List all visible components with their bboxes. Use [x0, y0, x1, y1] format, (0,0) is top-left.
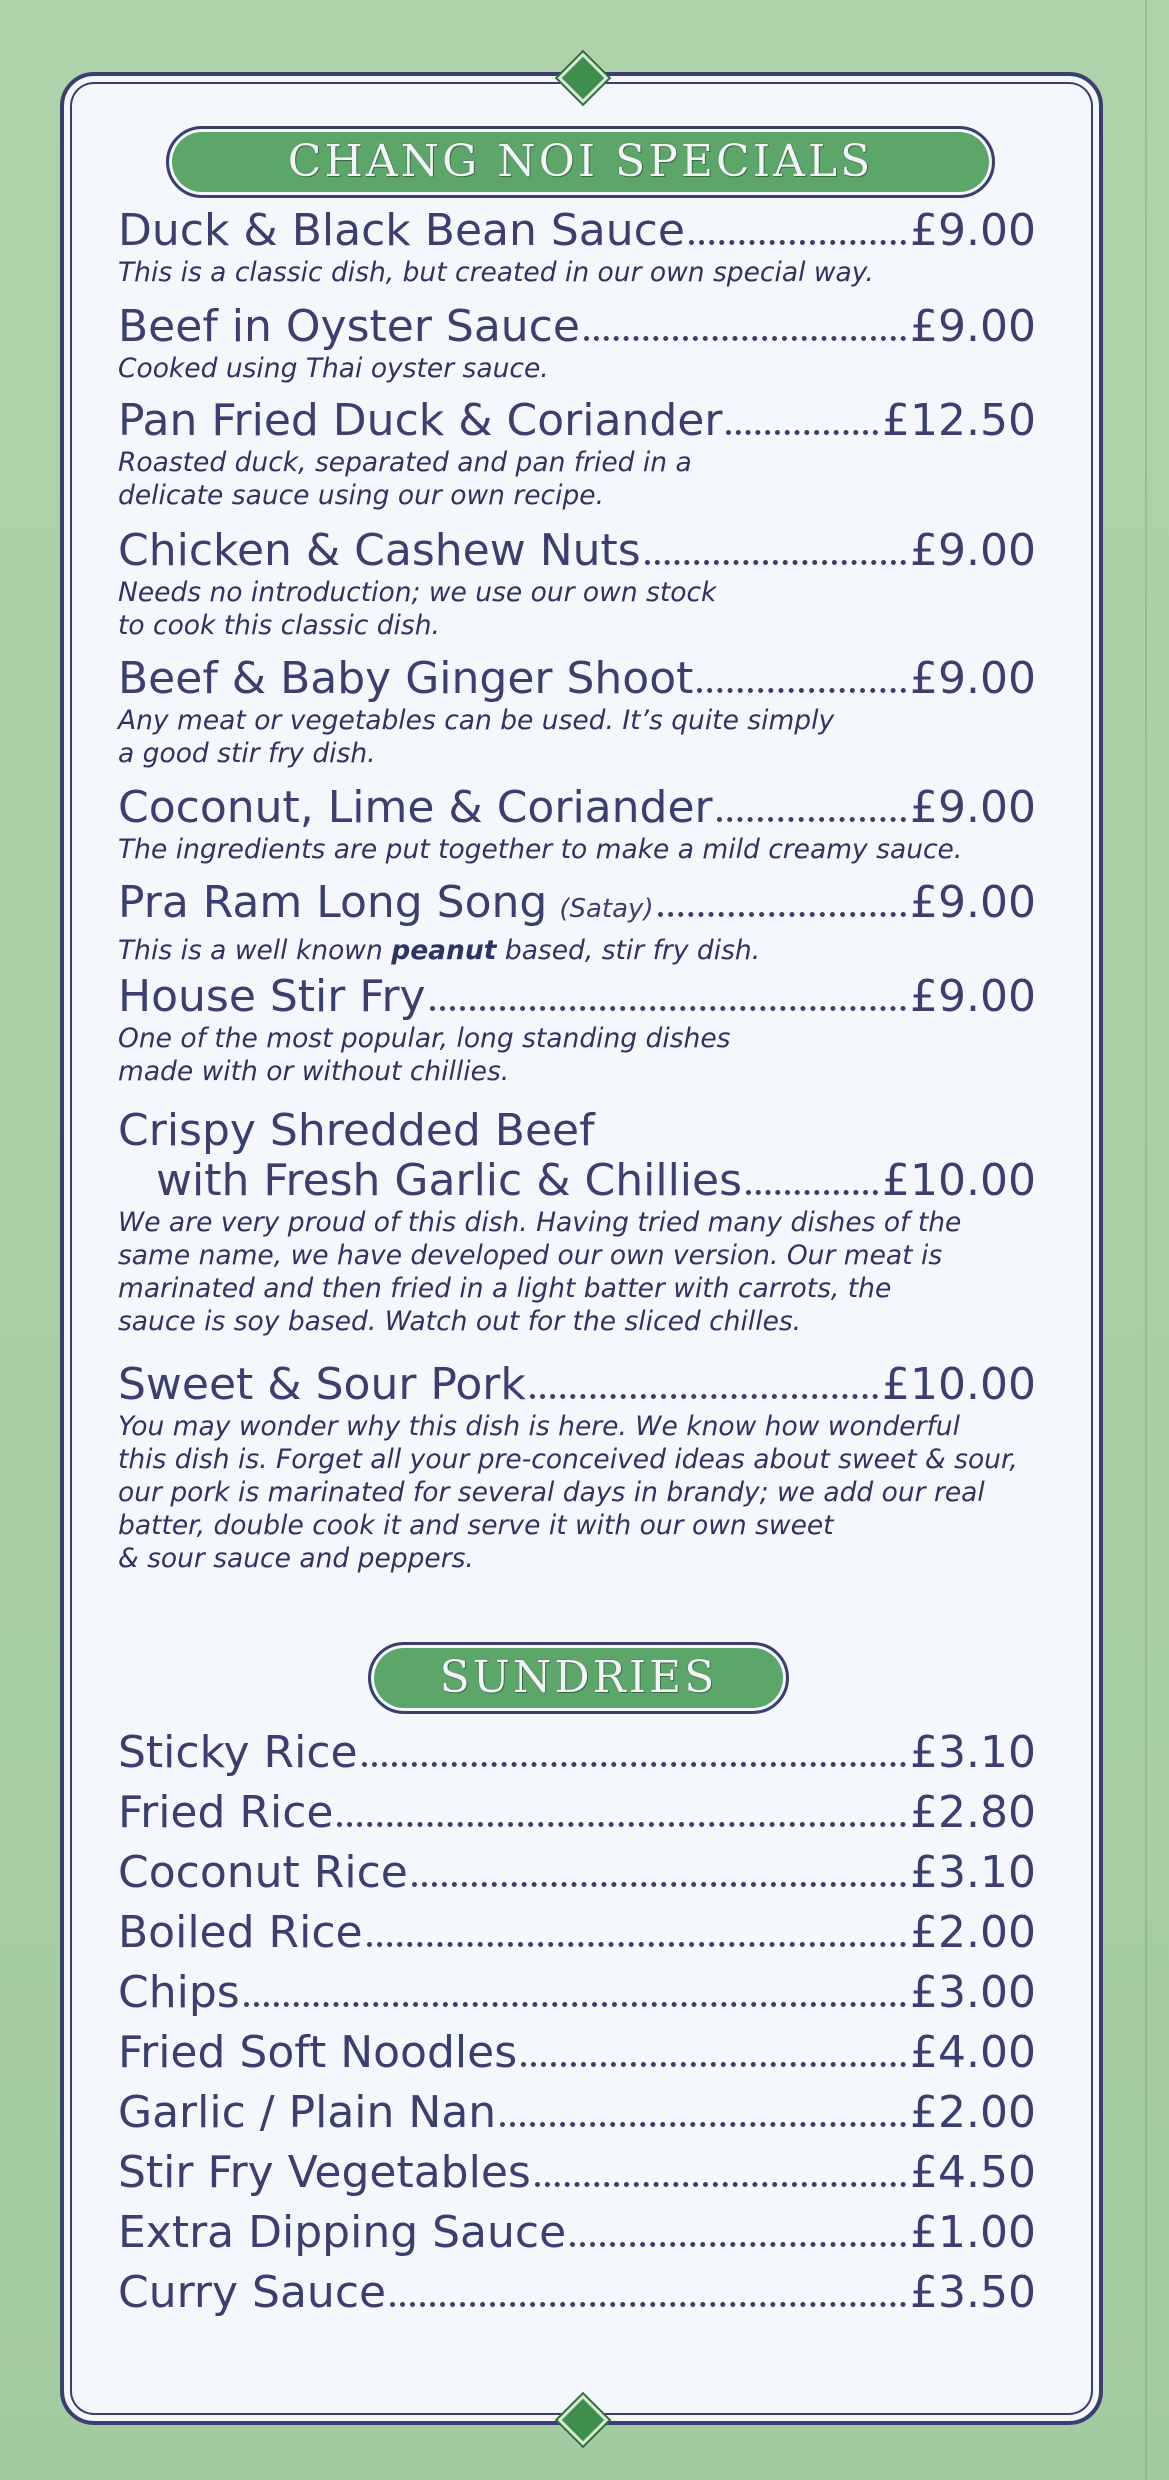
specials-heading: CHANG NOI SPECIALS: [166, 126, 995, 198]
item-price: £3.10: [910, 1727, 1036, 1778]
item-description: You may wonder why this dish is here. We know how wonderful this dish is. Forget all your pre-conceived ideas about sweet & sour, our pork is marinated for several days in brandy; we add our real batter, double cook it and serve it with our own sweet & sour sauce and peppers.: [118, 1411, 1018, 1574]
item-price: £9.00: [910, 205, 1036, 256]
menu-item: [118, 206, 1036, 289]
page-fold: [1145, 0, 1147, 2480]
sundry-item: [118, 2028, 1036, 2078]
item-name: Fried Rice: [118, 1787, 334, 1838]
item-price: £1.00: [910, 2207, 1036, 2258]
leader-dots: [697, 688, 906, 693]
item-name: Curry Sauce: [118, 2267, 387, 2318]
item-price: £9.00: [910, 653, 1036, 704]
menu-item: [118, 302, 1036, 385]
item-description: Needs no introduction; we use our own stock to cook this classic dish.: [118, 577, 717, 641]
sundry-item: [118, 1908, 1036, 1958]
item-name: Coconut, Lime & Coriander: [118, 782, 713, 833]
item-price: £9.00: [910, 782, 1036, 833]
item-name: Garlic / Plain Nan: [118, 2087, 497, 2138]
desc-text: This is a well known: [118, 935, 392, 966]
item-price: £4.00: [910, 2027, 1036, 2078]
sundry-item: [118, 1968, 1036, 2018]
sundry-item: [118, 2208, 1036, 2258]
sundry-item: [118, 2148, 1036, 2198]
sundry-item: [118, 1728, 1036, 1778]
item-price: £3.50: [910, 2267, 1036, 2318]
item-name: Pan Fried Duck & Coriander: [118, 395, 723, 446]
item-name: Boiled Rice: [118, 1907, 363, 1958]
item-name: Beef & Baby Ginger Shoot: [118, 653, 694, 704]
menu-item: [118, 783, 1036, 866]
menu-item: [118, 1360, 1036, 1575]
item-description: We are very proud of this dish. Having tried many dishes of the same name, we have developed our own version. Our meat is marinated and then fried in a light batter with carrots, the sauce is soy based. Watch out for the sliced chilles.: [118, 1207, 962, 1337]
item-price: £2.00: [910, 1907, 1036, 1958]
item-subtitle: (Satay): [559, 894, 654, 924]
item-name: Stir Fry Vegetables: [118, 2147, 531, 2198]
item-price: £10.00: [882, 1155, 1036, 1206]
item-description: Cooked using Thai oyster sauce.: [118, 353, 549, 384]
item-description: Roasted duck, separated and pan fried in a delicate sauce using our own recipe.: [118, 447, 692, 511]
item-price: £10.00: [882, 1359, 1036, 1410]
leader-dots: [689, 240, 906, 245]
leader-dots: [584, 336, 906, 341]
desc-emphasis: peanut: [391, 935, 497, 966]
item-description: [118, 934, 1036, 967]
item-name: Fried Soft Noodles: [118, 2027, 518, 2078]
item-price: £2.00: [910, 2087, 1036, 2138]
item-description: This is a classic dish, but created in our own special way.: [118, 257, 874, 288]
leader-dots: [570, 2242, 906, 2247]
leader-dots: [746, 1190, 878, 1195]
menu-item: [118, 972, 1036, 1088]
desc-text: based, stir fry dish.: [496, 935, 761, 966]
item-price: £12.50: [882, 395, 1036, 446]
leader-dots: [244, 2002, 906, 2007]
item-description: The ingredients are put together to make a mild creamy sauce.: [118, 834, 963, 865]
item-name: Sticky Rice: [118, 1727, 358, 1778]
leader-dots: [658, 912, 906, 917]
leader-dots: [412, 1882, 906, 1887]
item-name: Pra Ram Long Song: [118, 877, 548, 928]
item-name: Coconut Rice: [118, 1847, 408, 1898]
item-description: One of the most popular, long standing dishes made with or without chillies.: [118, 1023, 731, 1087]
leader-dots: [337, 1822, 906, 1827]
item-price: £9.00: [910, 525, 1036, 576]
item-name-line1: Crispy Shredded Beef: [118, 1105, 595, 1156]
menu-item: [118, 526, 1036, 642]
leader-dots: [362, 1762, 906, 1767]
menu-item: [118, 1106, 1036, 1338]
item-name: Chips: [118, 1967, 240, 2018]
menu-item: [118, 878, 1036, 967]
item-price: £9.00: [910, 971, 1036, 1022]
item-name: Chicken & Cashew Nuts: [118, 525, 641, 576]
item-name: with Fresh Garlic & Chillies: [156, 1155, 743, 1206]
sundry-item: [118, 1788, 1036, 1838]
menu-item: [118, 396, 1036, 512]
leader-dots: [717, 817, 906, 822]
leader-dots: [390, 2302, 906, 2307]
leader-dots: [521, 2062, 906, 2067]
item-price: £3.10: [910, 1847, 1036, 1898]
item-name: Duck & Black Bean Sauce: [118, 205, 685, 256]
leader-dots: [530, 1394, 878, 1399]
item-description: Any meat or vegetables can be used. It’s quite simply a good stir fry dish.: [118, 705, 835, 769]
item-name: House Stir Fry: [118, 971, 426, 1022]
item-price: £2.80: [910, 1787, 1036, 1838]
sundry-item: [118, 2268, 1036, 2318]
item-price: £9.00: [910, 301, 1036, 352]
leader-dots: [367, 1942, 906, 1947]
item-price: £9.00: [910, 877, 1036, 928]
item-name: Sweet & Sour Pork: [118, 1359, 526, 1410]
leader-dots: [645, 560, 906, 565]
item-name: Beef in Oyster Sauce: [118, 301, 580, 352]
item-name: Extra Dipping Sauce: [118, 2207, 567, 2258]
leader-dots: [726, 430, 878, 435]
leader-dots: [500, 2122, 906, 2127]
sundries-heading: SUNDRIES: [368, 1642, 789, 1714]
item-price: £3.00: [910, 1967, 1036, 2018]
sundry-item: [118, 2088, 1036, 2138]
menu-item: [118, 654, 1036, 770]
leader-dots: [535, 2182, 906, 2187]
sundry-item: [118, 1848, 1036, 1898]
item-price: £4.50: [910, 2147, 1036, 2198]
leader-dots: [430, 1006, 906, 1011]
